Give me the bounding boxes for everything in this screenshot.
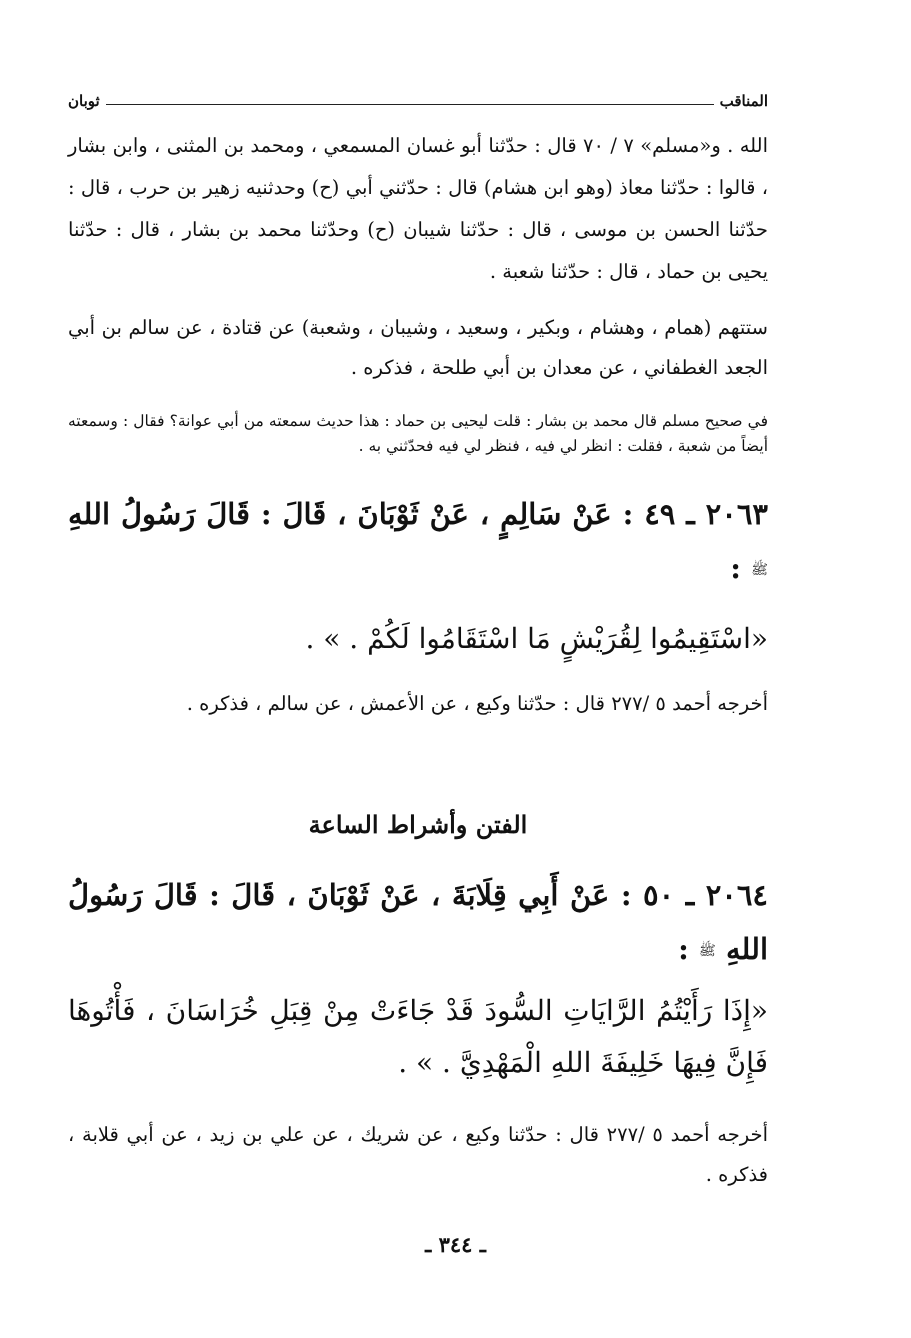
section-title: الفتن وأشراط الساعة	[308, 810, 528, 839]
hadith-1-heading	[68, 487, 768, 597]
hadith-1-heading-end: :	[730, 551, 752, 585]
footnote: في صحيح مسلم قال محمد بن بشار : قلت ليحيى بن حماد : هذا حديث سمعته من أبي عوانة؟ فقال : وسمعته أيضاً من شعبة ، فقلت : انظر لي فيه ، فنظر لي فيه فحدّثني به .	[68, 412, 768, 455]
hadith-2-heading	[68, 868, 768, 978]
header-rule	[106, 104, 714, 105]
hadith-1-heading-text: ٢٠٦٣ ـ ٤٩ : عَنْ سَالِمٍ ، عَنْ ثَوْبَانَ ، قَالَ : قَالَ رَسُولُ اللهِ	[68, 497, 768, 531]
page-number: ـ ٣٤٤ ـ	[425, 1232, 486, 1257]
hadith-2-takhrij: أخرجه أحمد ٥ /٢٧٧ قال : حدّثنا وكيع ، عن شريك ، عن علي بن زيد ، عن أبي قلابة ، فذكره .	[68, 1123, 768, 1186]
hadith-2-heading-text: ٢٠٦٤ ـ ٥٠ : عَنْ أَبِي قِلَابَةَ ، عَنْ ثَوْبَانَ ، قَالَ : قَالَ رَسُولُ اللهِ	[68, 878, 768, 966]
header-narrator-name: ثوبان	[68, 92, 100, 110]
header-section-title: المناقب	[719, 92, 768, 110]
salawat-icon: ﷺ	[751, 562, 768, 578]
hadith-2-heading-end: :	[678, 932, 699, 966]
hadith-2-text: «إِذَا رَأَيْتُمُ الرَّايَاتِ السُّودَ قَدْ جَاءَتْ مِنْ قِبَلِ خُرَاسَانَ ، فَأْتُوهَا فَإِنَّ فِيهَا خَلِيفَةَ اللهِ الْمَهْدِيَّ . » .	[68, 994, 768, 1079]
running-header	[68, 88, 768, 114]
hadith-1-takhrij: أخرجه أحمد ٥ /٢٧٧ قال : حدّثنا وكيع ، عن الأعمش ، عن سالم ، فذكره .	[186, 692, 768, 715]
source-paragraph: الله . و«مسلم» ٧ / ٧٠ قال : حدّثنا أبو غسان المسمعي ، ومحمد بن المثنى ، وابن بشار ، قالوا : حدّثنا معاذ (وهو ابن هشام) قال : حدّثني أبي (ح) وحدثنيه زهير بن حرب ، قال : حدّثنا الحسن بن موسى ، قال : حدّثنا شيبان (ح) وحدّثنا محمد بن بشار ، قال : حدّثنا يحيى بن حماد ، قال : حدّثنا شعبة .	[68, 134, 769, 283]
salawat-icon: ﷺ	[698, 943, 716, 959]
chain-paragraph: ستتهم (همام ، وهشام ، وبكير ، وسعيد ، وشيبان ، وشعبة) عن قتادة ، عن سالم بن أبي الجعد الغطفاني ، عن معدان بن أبي طلحة ، فذكره .	[68, 316, 768, 379]
hadith-1-text: «اسْتَقِيمُوا لِقُرَيْشٍ مَا اسْتَقَامُوا لَكُمْ . » .	[305, 622, 768, 655]
